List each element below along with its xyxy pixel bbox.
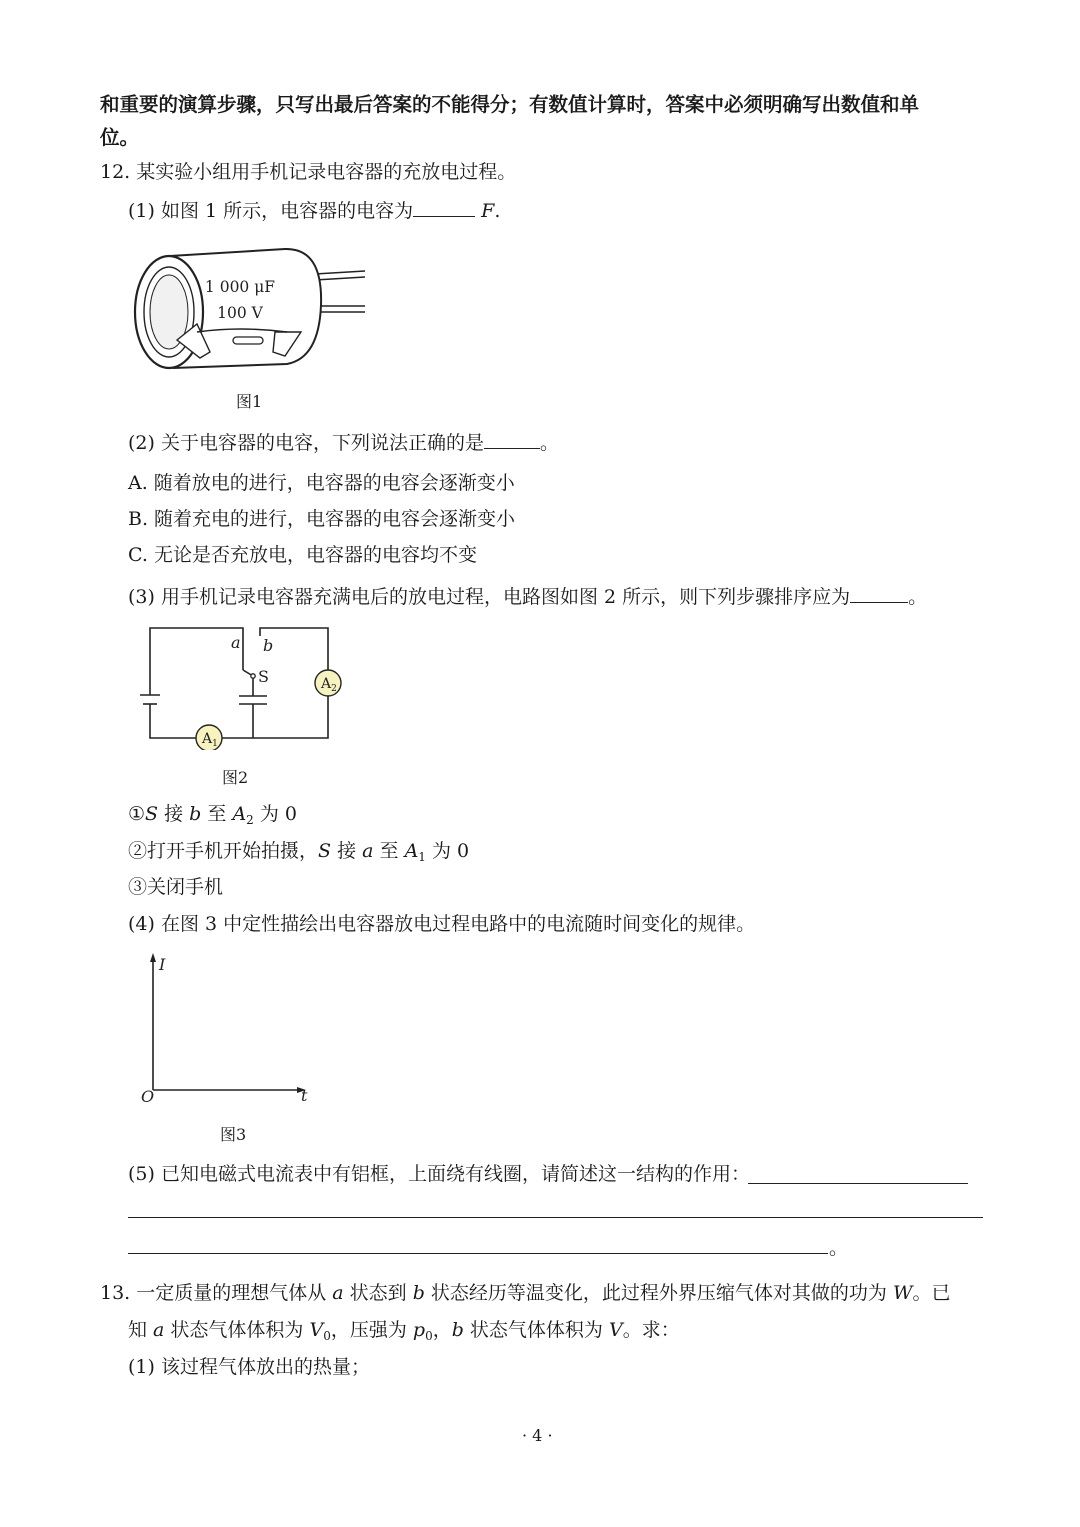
q12-stem: 12. 某实验小组用手机记录电容器的充放电过程。 — [100, 161, 517, 183]
step-1: ①S 接 b 至 $A_2$ 为 0 — [128, 803, 297, 827]
capacitor-figure — [125, 240, 385, 380]
figure-2-caption: 图2 — [222, 768, 249, 787]
q12-part1: (1) 如图 1 所示，电容器的电容为 F. — [128, 200, 501, 222]
svg-text:A1: $A_1$ — [202, 731, 218, 749]
answer-line-5c[interactable] — [128, 1252, 828, 1254]
instruction-line-2: 位。 — [100, 126, 140, 149]
answer-blank-3[interactable] — [850, 584, 908, 603]
origin-label: O — [141, 1087, 155, 1106]
svg-text:A2: $A_2$ — [321, 676, 337, 694]
capacitor-rating-voltage: 100 V — [217, 304, 263, 322]
answer-line-5b[interactable] — [128, 1216, 983, 1218]
q13-part1: (1) 该过程气体放出的热量； — [128, 1356, 370, 1378]
page-number: · 4 · — [522, 1426, 553, 1445]
instruction-line-1: 和重要的演算步骤，只写出最后答案的不能得分；有数值计算时，答案中必须明确写出数值和单 — [100, 93, 920, 116]
step-3: ③关闭手机 — [128, 876, 224, 898]
q12-part2: (2) 关于电容器的电容，下列说法正确的是 。 — [128, 432, 559, 454]
q12-part4: (4) 在图 3 中定性描绘出电容器放电过程电路中的电流随时间变化的规律。 — [128, 913, 756, 935]
answer-blank-2[interactable] — [484, 430, 540, 449]
current-time-axes[interactable] — [135, 948, 320, 1106]
q12-part2-text: (2) 关于电容器的电容，下列说法正确的是 — [128, 432, 484, 454]
q12-part5: (5) 已知电磁式电流表中有铝框，上面绕有线圈，请简述这一结构的作用： — [128, 1163, 750, 1185]
switch-label: S — [258, 667, 269, 686]
ammeter-a1-icon — [196, 725, 222, 750]
option-c: C. 无论是否充放电，电容器的电容均不变 — [128, 544, 477, 566]
q12-part5-end: 。 — [829, 1237, 849, 1259]
figure-3-caption: 图3 — [220, 1125, 247, 1144]
y-axis-label: I — [159, 955, 166, 974]
step-2: ②打开手机开始拍摄，S 接 a 至 $A_1$ 为 0 — [128, 840, 470, 864]
q12-part1-text: (1) 如图 1 所示，电容器的电容为 — [128, 200, 414, 222]
answer-blank-1[interactable] — [413, 198, 475, 217]
q12-part3-text: (3) 用手机记录电容器充满电后的放电过程，电路图如图 2 所示，则下列步骤排序应为 — [128, 586, 851, 608]
option-b: B. 随着充电的进行，电容器的电容会逐渐变小 — [128, 508, 516, 530]
figure-1-caption: 图1 — [236, 392, 263, 411]
capacitor-rating-capacitance: 1 000 μF — [204, 278, 276, 296]
circuit-diagram — [140, 620, 355, 750]
option-a: A. 随着放电的进行，电容器的电容会逐渐变小 — [128, 472, 515, 494]
q12-part1-unit: F — [481, 200, 495, 222]
switch-terminal-b-label: b — [263, 636, 274, 655]
answer-line-5a[interactable] — [748, 1182, 968, 1184]
q13-line-2: 知 a 状态气体体积为 $V_0$，压强为 $p_0$，b 状态气体体积为 V。求： — [128, 1319, 680, 1343]
switch-terminal-a-label: a — [231, 633, 241, 652]
q13-line-1: 13. 一定质量的理想气体从 a 状态到 b 状态经历等温变化，此过程外界压缩气体对其做的功为 W。已 — [100, 1282, 951, 1304]
x-axis-label: t — [301, 1086, 308, 1105]
ammeter-a2-icon — [315, 670, 341, 696]
q12-part3: (3) 用手机记录电容器充满电后的放电过程，电路图如图 2 所示，则下列步骤排序应为 。 — [128, 586, 928, 608]
